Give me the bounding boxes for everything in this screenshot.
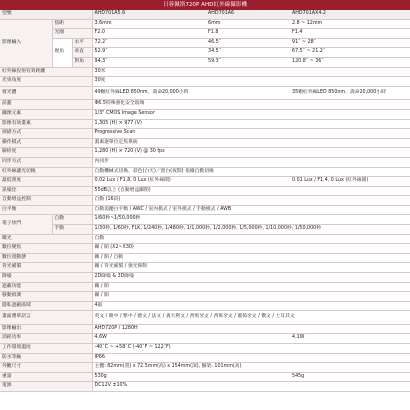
cell: 畫素逐單位定焦系統 bbox=[92, 138, 410, 148]
row-label: 工作環境溫度 bbox=[0, 343, 92, 353]
row-label: 降噪 bbox=[0, 273, 92, 283]
table-row bbox=[0, 177, 410, 187]
cell: 2.8 ~ 12mm bbox=[290, 19, 410, 29]
row-label: 背光補償 bbox=[0, 263, 92, 273]
cell: 關 / 背光補償 / 強光抑制 bbox=[92, 263, 410, 273]
table-row bbox=[0, 29, 410, 39]
table-row bbox=[0, 292, 410, 302]
row-label: 同步方式 bbox=[0, 157, 92, 167]
cell: 0.01 Lux / F1.4, 0 Lux (紅外線開) bbox=[290, 177, 410, 187]
row-label: 前蓋 bbox=[0, 100, 92, 110]
row-label: 手動 bbox=[52, 225, 92, 235]
cell: 1,305 (H) × 977 (V) bbox=[92, 119, 410, 129]
table-row bbox=[0, 234, 410, 244]
cell: 關 / 開 bbox=[92, 292, 410, 302]
row-label: 攝像元素 bbox=[0, 109, 92, 119]
table-row bbox=[0, 157, 410, 167]
cell: 主體: 82mm(寬) x 72.5mm(高) x 154mm(深), 腳架: 101mm(高) bbox=[92, 363, 410, 373]
cell: Progressive Scan bbox=[92, 129, 410, 139]
cell: 1/60秒~1/50,000秒 bbox=[92, 215, 410, 225]
table-row bbox=[0, 225, 410, 235]
cell: AHD701A5.6 bbox=[92, 10, 206, 19]
cell: 49顆紅外線LED 850nm，壽命20,000小時 bbox=[92, 86, 290, 100]
table-row bbox=[0, 19, 410, 29]
table-row bbox=[0, 273, 410, 283]
cell: 6mm bbox=[206, 19, 290, 29]
cell: 關 / 開 / 自動 bbox=[92, 253, 410, 263]
cell: 4區 bbox=[92, 301, 410, 311]
row-label: 訊噪比 bbox=[0, 186, 92, 196]
cell: 46.5˚ bbox=[206, 38, 290, 48]
cell: IP66 bbox=[92, 353, 410, 363]
row-label: 自動 bbox=[52, 215, 92, 225]
table-row bbox=[0, 100, 410, 110]
cell: 自動機械式切換、彩色(白天)／黑白(夜間) 依據自動切換 bbox=[92, 167, 410, 177]
cell: F2.0 bbox=[92, 29, 206, 39]
cell: 59.3˚ bbox=[206, 57, 290, 67]
table-row bbox=[0, 10, 410, 19]
row-label: 最低照度 bbox=[0, 177, 92, 187]
cell: 3.6mm bbox=[92, 19, 206, 29]
cell: 91˚ ~ 28˚ bbox=[290, 38, 410, 48]
row-label: 數位變焦 bbox=[0, 244, 92, 254]
row-label: 紅外線投射有效距離 bbox=[0, 67, 92, 77]
cell: 72.2˚ bbox=[92, 38, 206, 48]
table-row bbox=[0, 382, 410, 392]
cell: 55dB以上 (自動增益關閉) bbox=[92, 186, 410, 196]
cell: 2D降噪 & 3D降噪 bbox=[92, 273, 410, 283]
table-row bbox=[0, 372, 410, 382]
row-label: 白平衡 bbox=[0, 205, 92, 215]
row-label: 防水等級 bbox=[0, 353, 92, 363]
cell: AHD701AX4.2 bbox=[290, 10, 410, 19]
cell: 120.8˚ ~ 36˚ bbox=[290, 57, 410, 67]
table-row bbox=[0, 38, 410, 48]
row-label: 光束角度 bbox=[0, 77, 92, 87]
cell: 30度 bbox=[92, 77, 410, 87]
cell: 關 / 開 (X2~X30) bbox=[92, 244, 410, 254]
cell: Φ6.5特殊強化安全玻璃 bbox=[92, 100, 410, 110]
cell: 52.9˚ bbox=[92, 48, 206, 58]
cell: 34.5˚ bbox=[206, 48, 290, 58]
table-row bbox=[0, 311, 410, 324]
row-label: 操作模式 bbox=[0, 138, 92, 148]
cell: 自動 (16段) bbox=[92, 196, 410, 206]
row-label: 解析度 bbox=[0, 148, 92, 158]
cell: 內同步 bbox=[92, 157, 410, 167]
cell: AHD720P / 1280H bbox=[92, 324, 410, 334]
row-group-label: 影像輸入 bbox=[0, 19, 52, 67]
table-row bbox=[0, 244, 410, 254]
cell: 1/30秒, 1/60秒, FLK, 1/240秒, 1/480秒, 1/1,000秒, 1/2,000秒, 1/5,000秒, 1/10,000秒, 1/50,000秒 bbox=[92, 225, 410, 235]
row-label: 影像有效畫素 bbox=[0, 119, 92, 129]
table-row bbox=[0, 129, 410, 139]
cell: 1/3" CMOS Image Sensor bbox=[92, 109, 410, 119]
cell: 67.5˚ ~ 21.2˚ bbox=[290, 48, 410, 58]
page-title: 日蓉佩斯720P AHD紅外線攝影機 bbox=[0, 0, 410, 10]
cell: AHD701A6 bbox=[206, 10, 290, 19]
cell: 英文 / 簡中 / 繁中 / 德文 / 法文 / 義大利文 / 西班牙文 / 西班牙文 / 葡萄牙文 / 俄文 / 土耳其文 bbox=[92, 311, 410, 324]
cell: 35顆紅外線LED 850nm，壽命20,000小時 bbox=[290, 86, 410, 100]
row-label: 移動偵測 bbox=[0, 292, 92, 302]
row-label: 型號 bbox=[0, 10, 92, 19]
cell: 4.6W bbox=[92, 334, 290, 344]
cell: 1,280 (H) × 720 (V) @ 30 fps bbox=[92, 148, 410, 158]
table-row bbox=[0, 363, 410, 373]
row-label: 掃描方式 bbox=[0, 129, 92, 139]
row-label: 自動增益控制 bbox=[0, 196, 92, 206]
row-label: 發光體 bbox=[0, 86, 92, 100]
row-label: 焦距 bbox=[52, 19, 92, 29]
cell: 0.02 Lux / F1.8, 0 Lux (紅外線開) bbox=[92, 177, 290, 187]
cell: 545g bbox=[290, 372, 410, 382]
row-label: 電源 bbox=[0, 382, 92, 392]
row-label: 曝光 bbox=[0, 234, 92, 244]
table-row bbox=[0, 343, 410, 353]
cell: 30米 bbox=[92, 67, 410, 77]
table-row bbox=[0, 334, 410, 344]
table-row bbox=[0, 215, 410, 225]
row-label: 隱私遮蔽區域 bbox=[0, 301, 92, 311]
cell: 4.1W bbox=[290, 334, 410, 344]
row-label: 垂直 bbox=[72, 48, 92, 58]
table-row bbox=[0, 77, 410, 87]
table-row bbox=[0, 282, 410, 292]
row-label: 光圈 bbox=[52, 29, 92, 39]
table-row bbox=[0, 138, 410, 148]
table-row bbox=[0, 86, 410, 100]
table-row bbox=[0, 67, 410, 77]
table-row bbox=[0, 301, 410, 311]
row-label: 重量 bbox=[0, 372, 92, 382]
cell: -40˚C ~ +58˚C (-40˚F ~ 122˚F) bbox=[92, 343, 410, 353]
table-row bbox=[0, 109, 410, 119]
cell: F1.4 bbox=[290, 29, 410, 39]
cell: 自動追蹤白平衡 / AWC / 室內模式 / 室外模式 / 手動模式 / AWB bbox=[92, 205, 410, 215]
row-group-label: 視角 bbox=[52, 38, 72, 67]
table-row bbox=[0, 263, 410, 273]
row-label: 水平 bbox=[72, 38, 92, 48]
table-row bbox=[0, 119, 410, 129]
table-row bbox=[0, 196, 410, 206]
row-label: 外觀尺寸 bbox=[0, 363, 92, 373]
cell: 自動 bbox=[92, 234, 410, 244]
row-label: 影像輸出 bbox=[0, 324, 92, 334]
cell: F1.8 bbox=[206, 29, 290, 39]
row-label: 對角 bbox=[72, 57, 92, 67]
cell: 530g bbox=[92, 372, 290, 382]
cell: DC12V ±10% bbox=[92, 382, 410, 392]
row-group-label: 電子快門 bbox=[0, 215, 52, 234]
cell: 94.3˚ bbox=[92, 57, 206, 67]
table-row bbox=[0, 353, 410, 363]
table-row bbox=[0, 148, 410, 158]
row-label: 消耗功率 bbox=[0, 334, 92, 344]
row-label: 畫面選單語言 bbox=[0, 311, 92, 324]
row-label: 數位寬動態 bbox=[0, 253, 92, 263]
table-row bbox=[0, 324, 410, 334]
row-label: 遮蔽功能 bbox=[0, 282, 92, 292]
table-row bbox=[0, 205, 410, 215]
table-row bbox=[0, 186, 410, 196]
row-label: 紅外線濾光切換 bbox=[0, 167, 92, 177]
cell: 關 / 開 bbox=[92, 282, 410, 292]
spec-table bbox=[0, 10, 410, 392]
table-row bbox=[0, 167, 410, 177]
table-row bbox=[0, 253, 410, 263]
